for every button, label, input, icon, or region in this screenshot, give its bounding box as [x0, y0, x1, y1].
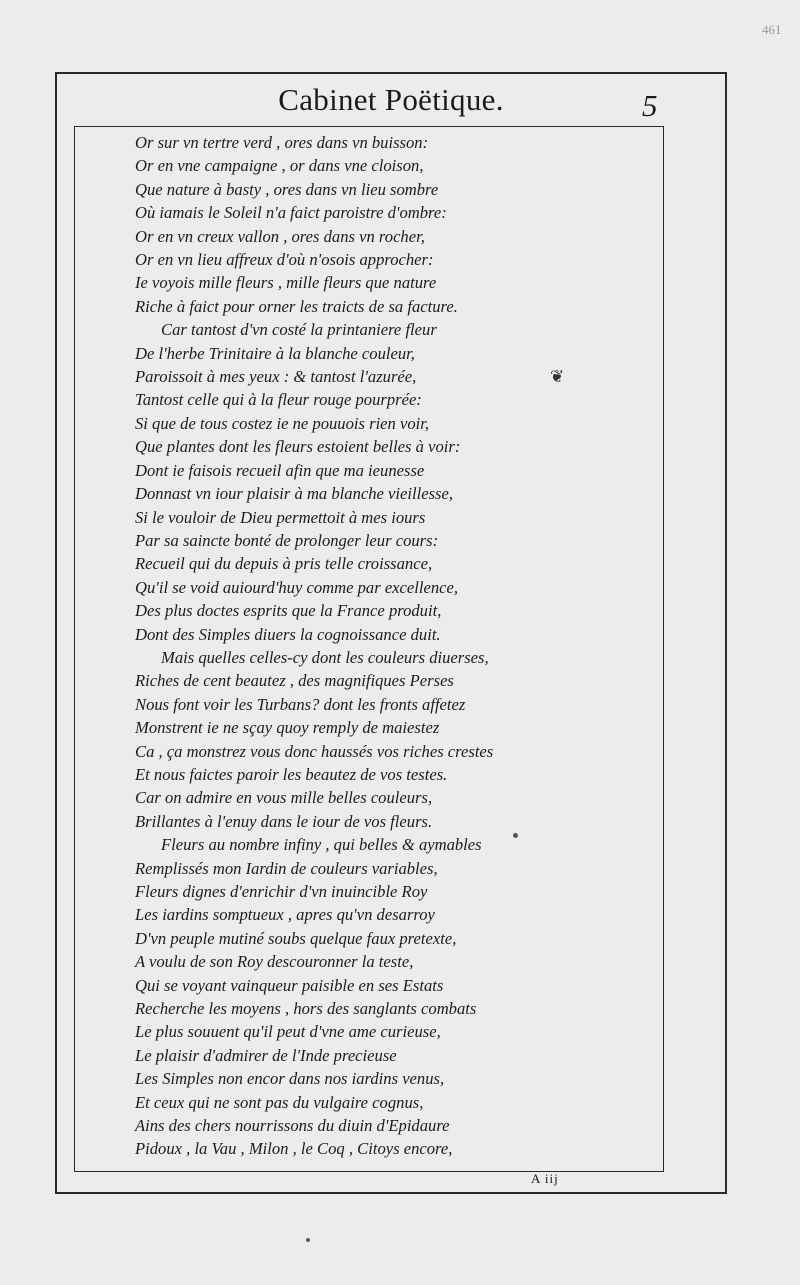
verse-line: Des plus doctes esprits que la France produit, [135, 601, 442, 621]
verse-line: Nous font voir les Turbans? dont les fronts affetez [135, 694, 466, 714]
verse-line: Or en vn lieu affreux d'où n'osois approcher: [135, 250, 434, 270]
verse-line: Mais quelles celles-cy dont les couleurs diuerses, [161, 647, 489, 667]
verse-line: Remplissés mon Iardin de couleurs variables, [135, 858, 438, 878]
verse-line: Par sa saincte bonté de prolonger leur cours: [135, 530, 439, 550]
verse-line: Le plaisir d'admirer de l'Inde precieuse [135, 1045, 397, 1065]
verse-line: Or en vne campaigne , or dans vne cloison, [135, 156, 424, 176]
verse-line: Or en vn creux vallon , ores dans vn rocher, [135, 226, 425, 246]
verse-line: Fleurs au nombre infiny , qui belles & aymables [161, 835, 482, 855]
verse-line: Fleurs dignes d'enrichir d'vn inuincible Roy [135, 882, 428, 901]
verse-line: Pidoux , la Vau , Milon , le Coq , Citoys encore, [135, 1139, 453, 1159]
verse-line: Qu'il se void auiourd'huy comme par excellence, [135, 577, 459, 597]
verse-line: Recueil qui du depuis à pris telle croissance, [135, 554, 433, 574]
fleuron-ornament-icon: ❦ [550, 367, 565, 387]
running-title: Cabinet Poëtique. [278, 82, 504, 117]
verse-line: Or sur vn tertre verd , ores dans vn buisson: [135, 133, 429, 152]
verse-line: Ca , ça monstrez vous donc haussés vos riches crestes [135, 741, 494, 761]
verse-line: Brillantes à l'enuy dans le iour de vos fleurs. [135, 811, 433, 831]
verse-line: Si le vouloir de Dieu permettoit à mes iours [135, 507, 426, 527]
verse-line: Donnast vn iour plaisir à ma blanche vieillesse, [135, 484, 454, 504]
page-frame [55, 72, 727, 1194]
verse-line: Recherche les moyens , hors des sanglants combats [135, 999, 477, 1019]
verse-line: Riches de cent beautez , des magnifiques Perses [135, 671, 454, 691]
verse-line: Les iardins somptueux , apres qu'vn desarroy [135, 905, 435, 925]
verse-line: Riche à faict pour orner les traicts de sa facture. [135, 296, 458, 316]
verse-line: Monstrent ie ne sçay quoy remply de maiestez [135, 718, 440, 738]
ink-spot [513, 833, 518, 838]
signature-mark: A iij [531, 1171, 559, 1186]
verse-line: Et ceux qui ne sont pas du vulgaire cognus, [135, 1092, 424, 1112]
verse-line: Les Simples non encor dans nos iardins venus, [135, 1069, 445, 1089]
verse-line: Ains des chers nourrissons du diuin d'Epidaure [135, 1116, 450, 1136]
archive-folio-number: 461 [762, 22, 782, 37]
verse-line: De l'herbe Trinitaire à la blanche couleur, [135, 343, 415, 363]
ink-spot [306, 1238, 310, 1242]
poem-body [75, 127, 663, 1161]
verse-line: Et nous faictes paroir les beautez de vos testes. [135, 764, 448, 784]
verse-line: Dont ie faisois recueil afin que ma ieunesse [135, 460, 425, 480]
verse-line: Ie voyois mille fleurs , mille fleurs que nature [135, 273, 437, 293]
verse-line: Dont des Simples diuers la cognoissance duit. [135, 624, 441, 644]
verse-line: Si que de tous costez ie ne pouuois rien voir, [135, 413, 430, 433]
verse-line: Car tantost d'vn costé la printaniere fleur [161, 320, 437, 340]
verse-line: D'vn peuple mutiné soubs quelque faux pretexte, [135, 928, 457, 948]
verse-line: Paroissoit à mes yeux : & tantost l'azurée, [135, 367, 417, 387]
verse-line: Qui se voyant vainqueur paisible en ses Estats [135, 975, 444, 995]
text-frame [74, 126, 664, 1172]
verse-line: Car on admire en vous mille belles couleurs, [135, 788, 433, 808]
verse-line: Que nature à basty , ores dans vn lieu sombre [135, 179, 439, 199]
verse-line: Tantost celle qui à la fleur rouge pourprée: [135, 390, 422, 410]
verse-line: Le plus souuent qu'il peut d'vne ame curieuse, [135, 1022, 441, 1042]
verse-line: Où iamais le Soleil n'a faict paroistre d'ombre: [135, 203, 447, 223]
page-number: 5 [642, 88, 658, 123]
verse-line: A voulu de son Roy descouronner la teste, [135, 952, 414, 972]
verse-line: Que plantes dont les fleurs estoient belles à voir: [135, 437, 461, 457]
